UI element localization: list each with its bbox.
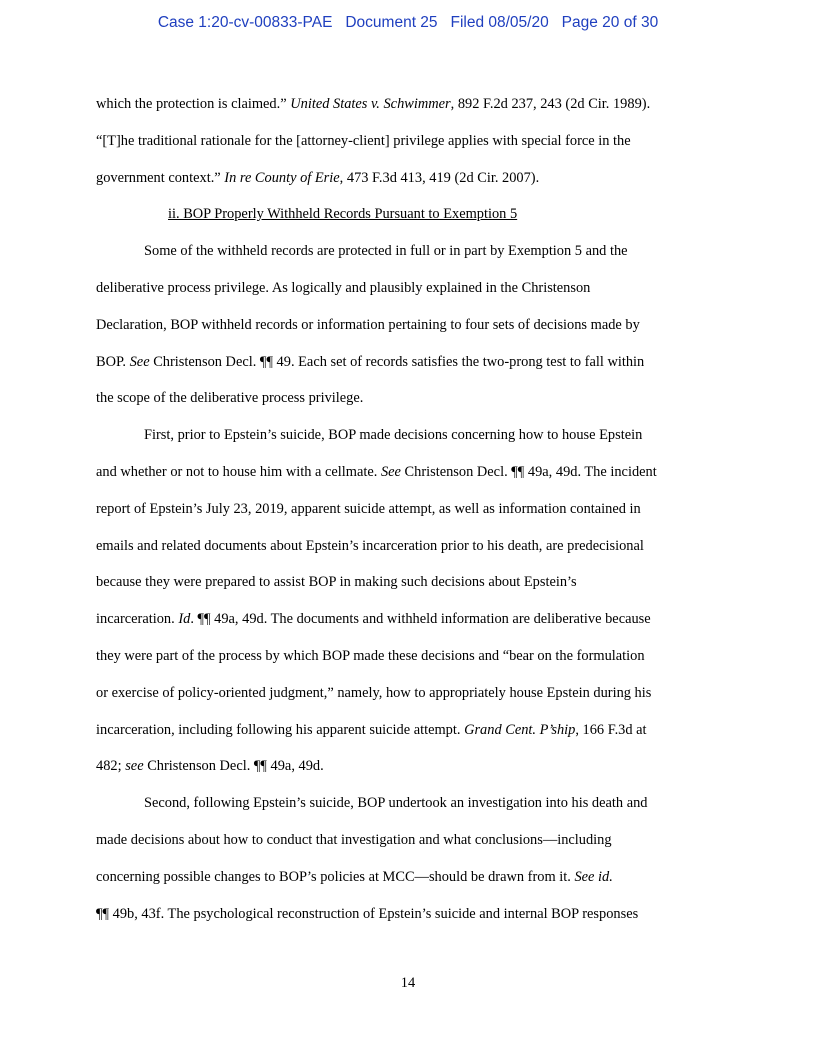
page-number: 14 (400, 975, 416, 991)
text-line: 482; see Christenson Decl. ¶¶ 49a, 49d. (96, 758, 324, 775)
text-line: incarceration, including following his apparent suicide attempt. Grand Cent. P’ship, 166 F.3d at (96, 721, 647, 738)
text-line: made decisions about how to conduct that investigation and what conclusions—including (96, 831, 612, 848)
page-count: Page 20 of 30 (561, 14, 659, 31)
text-line: BOP. See Christenson Decl. ¶¶ 49. Each set of records satisfies the two-prong test to fall within (96, 353, 645, 370)
text-line: and whether or not to house him with a cellmate. See Christenson Decl. ¶¶ 49a, 49d. The incident (96, 463, 657, 480)
case-number: Case 1:20-cv-00833-PAE (157, 14, 333, 31)
text-line: they were part of the process by which BOP made these decisions and “bear on the formulation (96, 647, 645, 664)
filing-header (0, 14, 816, 32)
text-line: concerning possible changes to BOP’s policies at MCC—should be drawn from it. See id. (96, 868, 613, 885)
text-line: Second, following Epstein’s suicide, BOP undertook an investigation into his death and (144, 795, 648, 812)
text-line: “[T]he traditional rationale for the [attorney-client] privilege applies with special force in the (96, 132, 631, 149)
document-body (96, 94, 718, 940)
text-line: the scope of the deliberative process privilege. (96, 390, 364, 407)
section-heading: ii. BOP Properly Withheld Records Pursuant to Exemption 5 (168, 206, 518, 223)
document-number: Document 25 (345, 14, 438, 31)
text-line: or exercise of policy-oriented judgment,” namely, how to appropriately house Epstein during his (96, 684, 652, 701)
text-line: Some of the withheld records are protected in full or in part by Exemption 5 and the (144, 243, 628, 260)
text-line: because they were prepared to assist BOP in making such decisions about Epstein’s (96, 574, 577, 591)
text-line: Declaration, BOP withheld records or information pertaining to four sets of decisions made by (96, 316, 640, 333)
text-line: ¶¶ 49b, 43f. The psychological reconstruction of Epstein’s suicide and internal BOP responses (96, 905, 639, 922)
text-line: incarceration. Id. ¶¶ 49a, 49d. The documents and withheld information are deliberative because (96, 611, 651, 628)
text-line: First, prior to Epstein’s suicide, BOP made decisions concerning how to house Epstein (144, 427, 643, 444)
text-line: report of Epstein’s July 23, 2019, apparent suicide attempt, as well as information contained in (96, 500, 641, 517)
text-line: emails and related documents about Epstein’s incarceration prior to his death, are predecisional (96, 537, 644, 554)
text-line: which the protection is claimed.” United States v. Schwimmer, 892 F.2d 237, 243 (2d Cir. 1989). (96, 96, 651, 112)
text-line: government context.” In re County of Erie, 473 F.3d 413, 419 (2d Cir. 2007). (96, 169, 540, 186)
filed-date: Filed 08/05/20 (450, 14, 549, 31)
text-line: deliberative process privilege. As logically and plausibly explained in the Christenson (96, 279, 591, 296)
